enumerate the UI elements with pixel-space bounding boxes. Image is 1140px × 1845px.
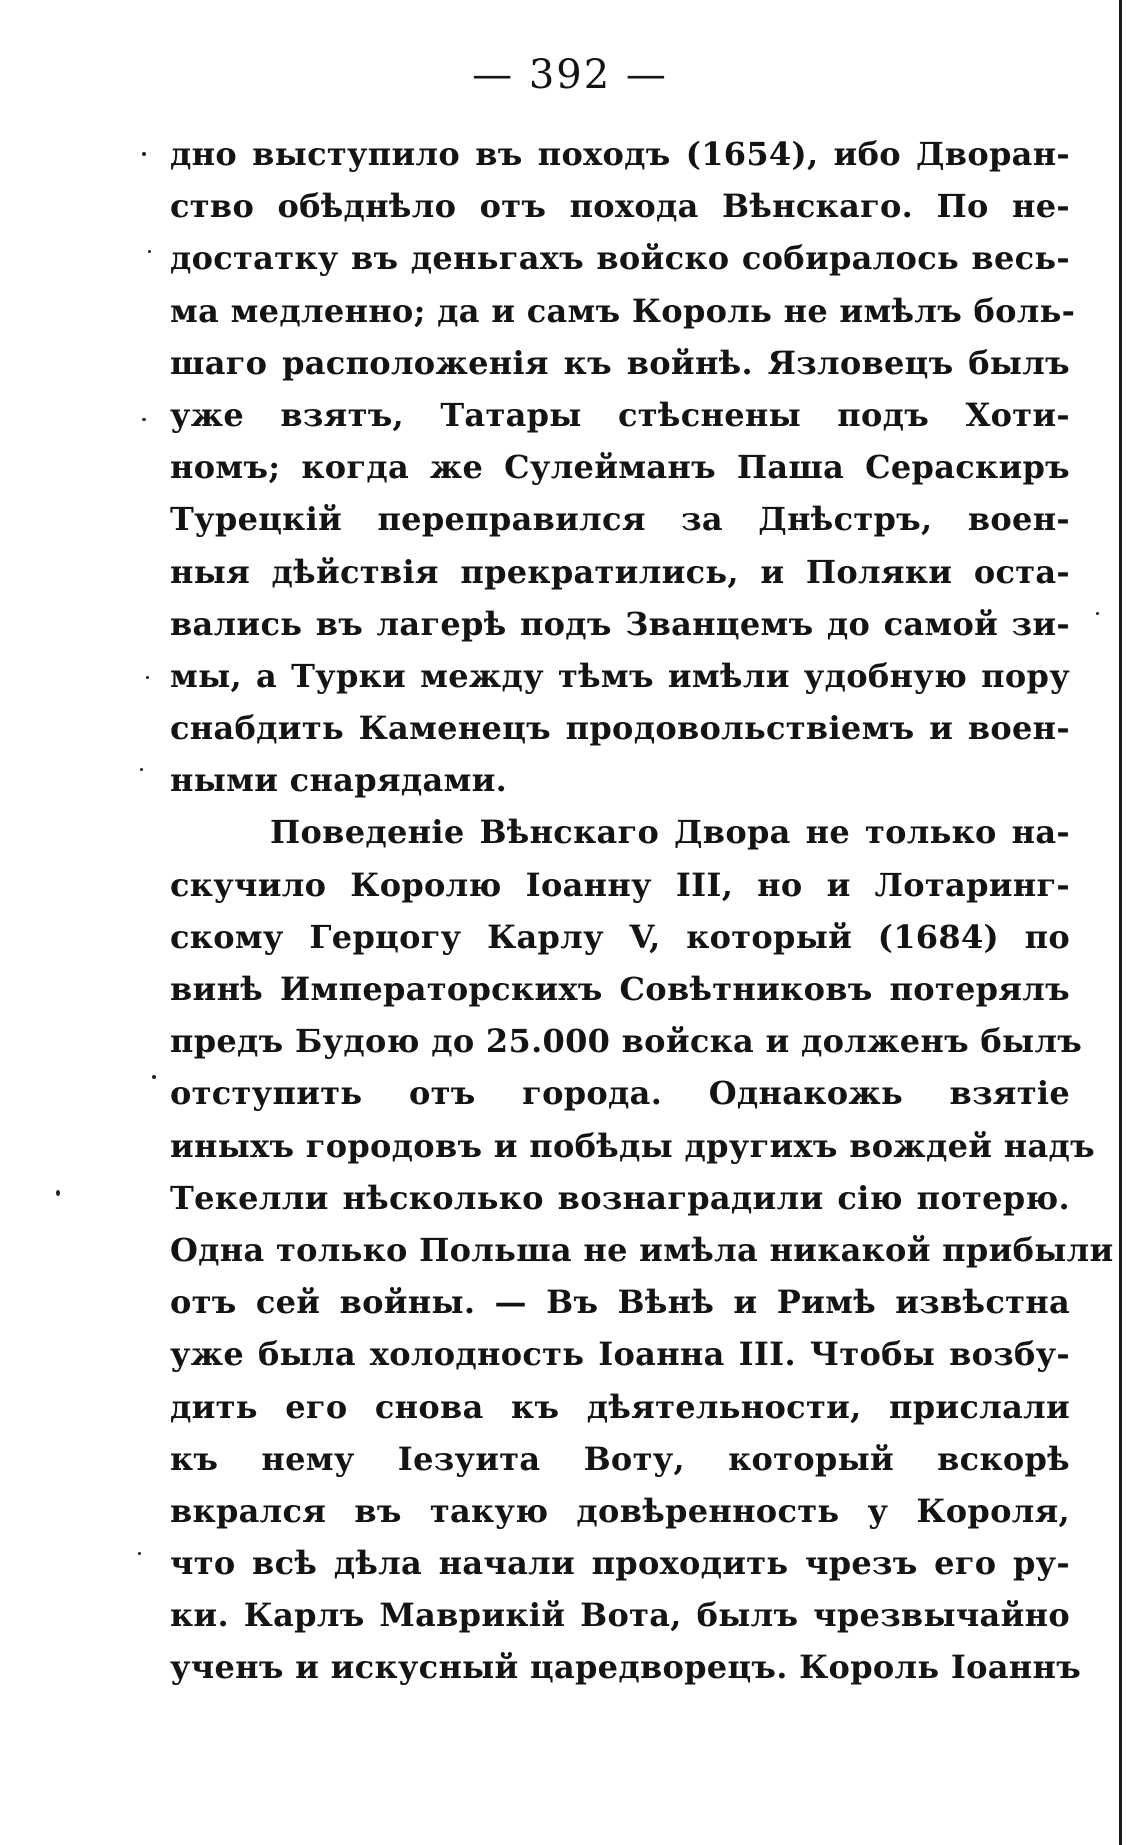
text-line: ки. Карлъ Маврикій Вота, былъ чрезвычайно (170, 1596, 1070, 1635)
body-text (170, 128, 1114, 1694)
text-line: дить его снова къ дѣятельности, прислали (170, 1387, 1070, 1426)
text-line: Одна только Польша не имѣла никакой прибыли (170, 1230, 1114, 1269)
text-line: вкрался въ такую довѣренность у Короля, (170, 1491, 1070, 1530)
scan-speck (138, 1552, 141, 1555)
text-line: снабдить Каменецъ продовольствіемъ и воен- (170, 709, 1070, 748)
text-line: предъ Будою до 25.000 войска и долженъ былъ (170, 1022, 1083, 1061)
text-line: Поведеніе Вѣнскаго Двора не только на- (270, 813, 1070, 852)
text-line: мы, а Турки между тѣмъ имѣли удобную пору (170, 656, 1070, 695)
text-line: уже была холодность Іоанна III. Чтобы возбу- (170, 1335, 1070, 1374)
paragraph-2 (170, 806, 1114, 1693)
text-line: отступить отъ города. Однакожь взятіе (170, 1074, 1070, 1113)
text-line: ученъ и искусный царедворецъ. Король Іоаннъ (170, 1648, 1082, 1687)
text-line: къ нему Іезуита Воту, который вскорѣ (170, 1439, 1070, 1478)
text-line: шаго расположенія къ войнѣ. Язловецъ былъ (170, 343, 1070, 382)
text-line: отъ сей войны. — Въ Вѣнѣ и Римѣ извѣстна (170, 1283, 1070, 1322)
text-line: ныя дѣйствія прекратились, и Поляки оста- (170, 552, 1070, 591)
text-line: ма медленно; да и самъ Король не имѣлъ боль- (170, 291, 1076, 330)
scan-speck (146, 676, 149, 679)
text-line: иныхъ городовъ и побѣды другихъ вождей надъ (170, 1126, 1095, 1165)
text-line: Текелли нѣсколько вознаградили сію потерю. (170, 1178, 1070, 1217)
text-line: скучило Королю Іоанну III, но и Лотаринг- (170, 865, 1070, 904)
scan-speck (140, 768, 143, 771)
scan-speck (1096, 612, 1099, 615)
text-line: ными снарядами. (170, 761, 508, 800)
text-line: скому Герцогу Карлу V, который (1684) по (170, 917, 1070, 956)
text-line: дно выступило въ походъ (1654), ибо Дворан- (170, 135, 1070, 173)
paragraph-1 (170, 128, 1076, 806)
text-line: вались въ лагерѣ подъ Званцемъ до самой зи- (170, 604, 1070, 643)
text-line: Турецкій переправился за Днѣстръ, воен- (170, 500, 1070, 539)
text-line: винѣ Императорскихъ Совѣтниковъ потерялъ (170, 970, 1070, 1008)
page-edge-shadow (1119, 0, 1122, 1845)
text-line: что всѣ дѣла начали проходить чрезъ его ру- (170, 1544, 1070, 1583)
scan-speck (152, 1075, 156, 1079)
text-line: достатку въ деньгахъ войско собиралось весь- (170, 239, 1070, 278)
scan-speck (56, 1190, 60, 1196)
text-line: ство обѣднѣло отъ похода Вѣнскаго. По не- (170, 187, 1070, 226)
scan-speck (142, 418, 146, 421)
scan-speck (142, 152, 146, 156)
page-number: — 392 — (472, 52, 668, 98)
text-line: уже взятъ, Татары стѣснены подъ Хоти- (170, 395, 1070, 434)
scan-speck (148, 250, 151, 253)
text-line: номъ; когда же Сулейманъ Паша Сераскиръ (170, 448, 1070, 487)
